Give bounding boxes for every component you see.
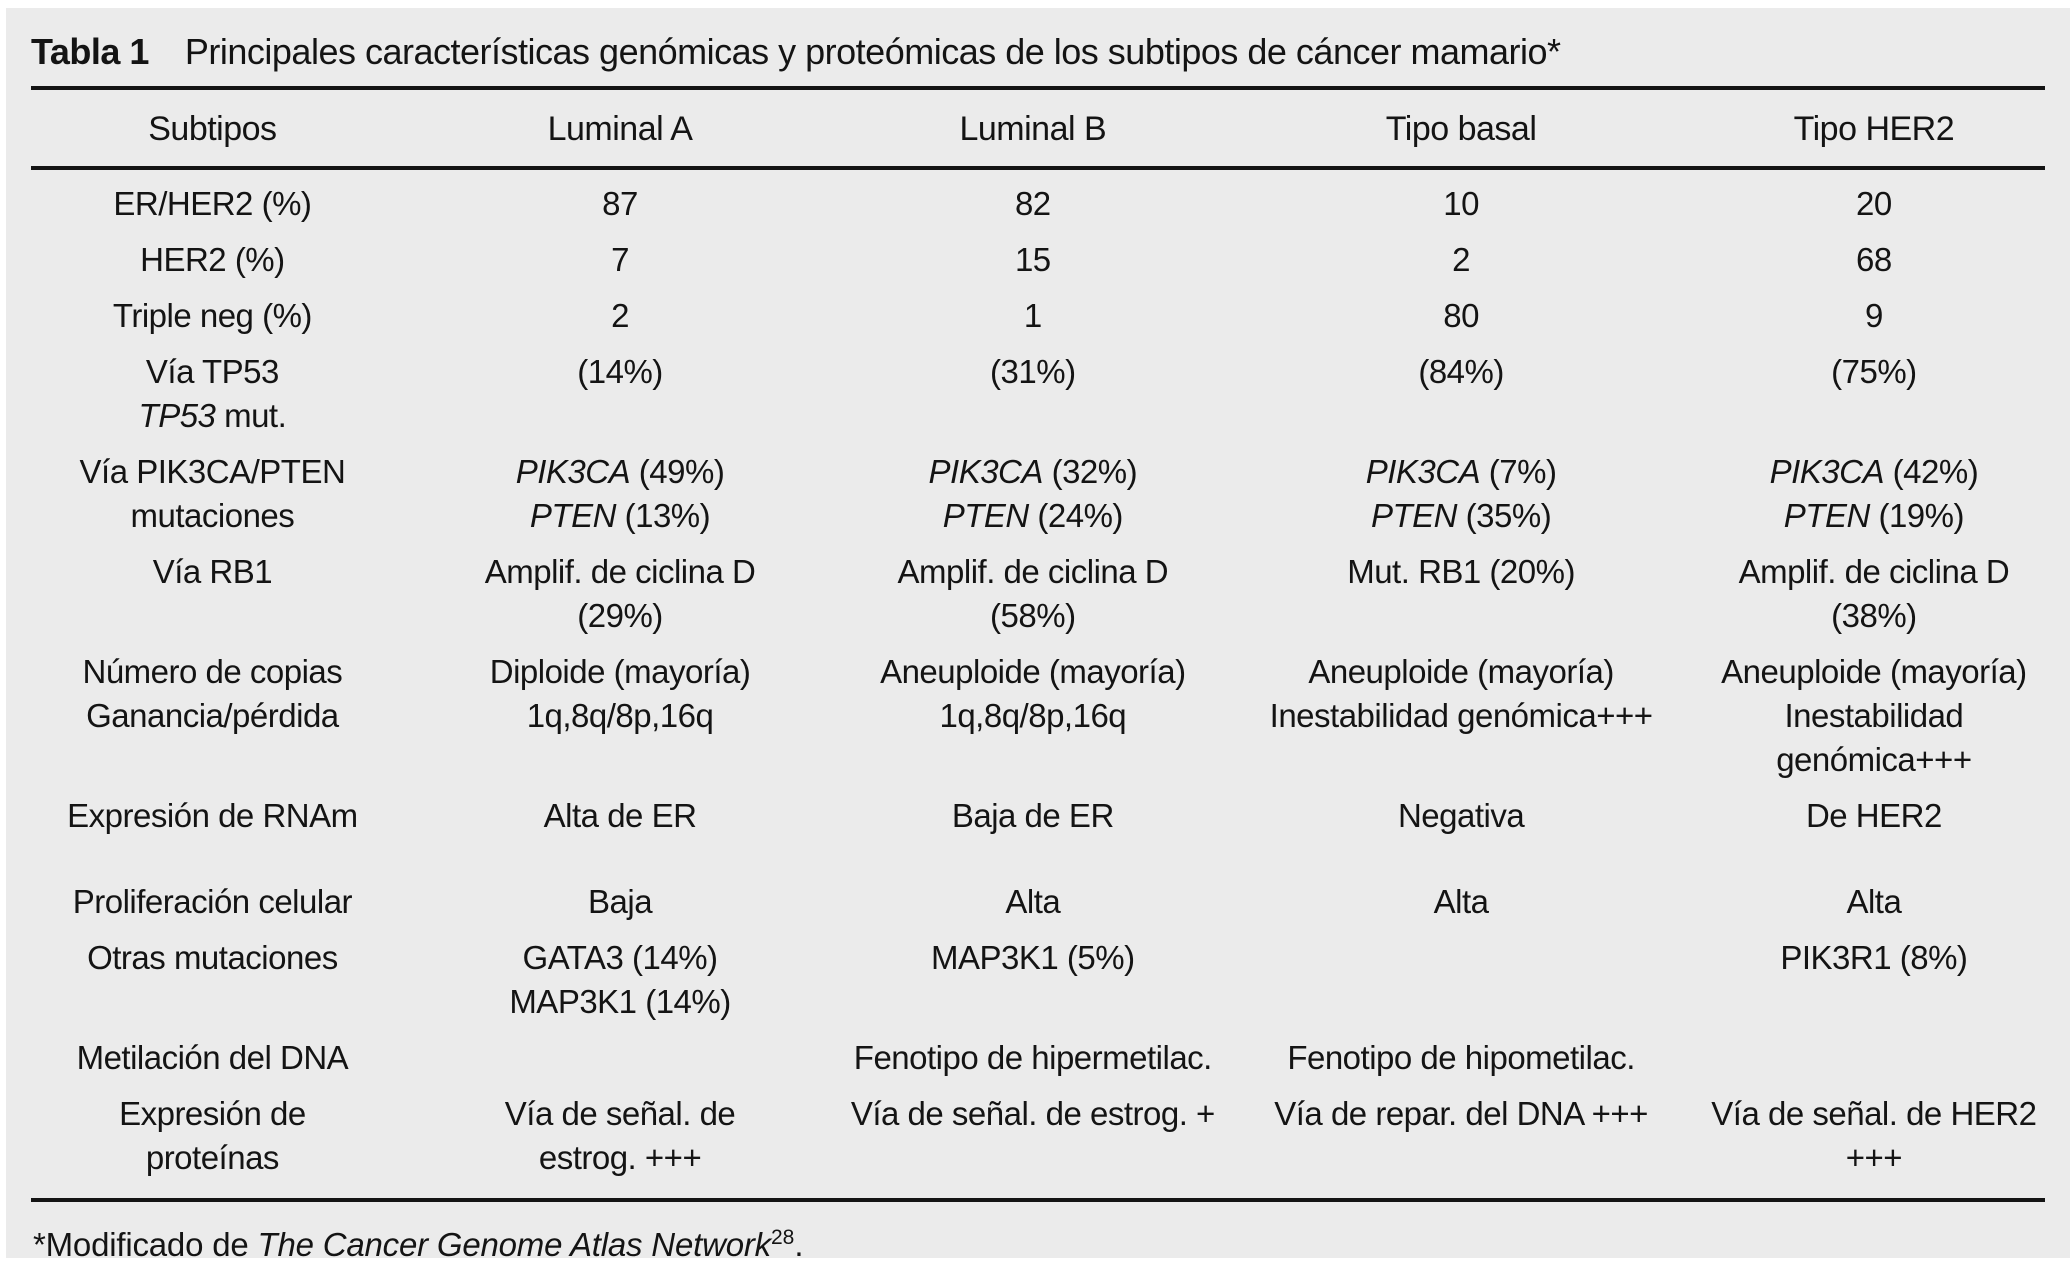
cell-line: Amplif. de ciclina D bbox=[484, 553, 756, 590]
row-label bbox=[6, 880, 419, 924]
cell-line: (84%) bbox=[1418, 353, 1504, 390]
table-cell bbox=[1244, 450, 1677, 538]
cell-line: PTEN (13%) bbox=[529, 497, 711, 534]
row-label bbox=[6, 350, 419, 438]
table-cell bbox=[821, 650, 1244, 782]
rule-below-header bbox=[31, 166, 2045, 170]
table-row bbox=[6, 550, 2070, 638]
table-cell bbox=[1678, 550, 2070, 638]
table-cell bbox=[1244, 1036, 1677, 1080]
table-cell bbox=[1244, 350, 1677, 438]
table-cell bbox=[419, 450, 821, 538]
cell-line: (58%) bbox=[990, 597, 1076, 634]
cell-line: PTEN (19%) bbox=[1783, 497, 1964, 534]
table-cell bbox=[419, 794, 821, 838]
row-label bbox=[6, 294, 419, 338]
table-cell bbox=[821, 450, 1244, 538]
row-label bbox=[6, 550, 419, 638]
table-row bbox=[6, 936, 2070, 1024]
cell-line: PIK3CA (32%) bbox=[928, 453, 1138, 490]
cell-line: HER2 (%) bbox=[140, 241, 285, 278]
cell-line: Aneuploide (mayoría) bbox=[1721, 653, 2027, 690]
table-row bbox=[6, 880, 2070, 924]
table-cell bbox=[419, 936, 821, 1024]
column-header-luminal-a: Luminal A bbox=[547, 110, 693, 148]
cell-line: (14%) bbox=[577, 353, 663, 390]
cell-line: (31%) bbox=[990, 353, 1076, 390]
table-cell bbox=[1244, 238, 1677, 282]
cell-line: 82 bbox=[1014, 185, 1051, 222]
cell-line: Alta bbox=[1005, 883, 1061, 920]
table-cell bbox=[1244, 182, 1677, 226]
table-cell bbox=[821, 880, 1244, 924]
cell-line: MAP3K1 (14%) bbox=[509, 983, 731, 1020]
table-cell bbox=[1244, 1092, 1677, 1180]
column-header-luminal-b: Luminal B bbox=[959, 110, 1107, 148]
cell-line: MAP3K1 (5%) bbox=[931, 939, 1135, 976]
footnote-prefix: *Modificado de bbox=[33, 1226, 258, 1263]
table-cell bbox=[1244, 294, 1677, 338]
cell-line: 7 bbox=[611, 241, 629, 278]
table-cell bbox=[1678, 350, 2070, 438]
footnote-source: The Cancer Genome Atlas Network bbox=[257, 1226, 771, 1263]
cell-line: Vía TP53 bbox=[145, 353, 279, 390]
cell-line: 1q,8q/8p,16q bbox=[939, 697, 1127, 734]
table-cell bbox=[419, 182, 821, 226]
cell-line: Amplif. de ciclina D bbox=[897, 553, 1169, 590]
cell-line: Ganancia/pérdida bbox=[86, 697, 339, 734]
cell-line: Alta bbox=[1433, 883, 1489, 920]
table-row bbox=[6, 1092, 2070, 1180]
table-cell bbox=[821, 182, 1244, 226]
cell-line: proteínas bbox=[145, 1139, 279, 1176]
cell-line: 2 bbox=[611, 297, 629, 334]
cell-line: genómica+++ bbox=[1776, 741, 1972, 778]
row-label bbox=[6, 794, 419, 838]
table-row bbox=[6, 350, 2070, 438]
table-cell bbox=[821, 350, 1244, 438]
cell-line: Proliferación celular bbox=[72, 883, 353, 920]
cell-line: Inestabilidad bbox=[1784, 697, 1964, 734]
table-row bbox=[6, 294, 2070, 338]
table-cell bbox=[1678, 238, 2070, 282]
cell-line: Aneuploide (mayoría) bbox=[1308, 653, 1614, 690]
cell-line: 15 bbox=[1014, 241, 1051, 278]
cell-line: Baja de ER bbox=[951, 797, 1114, 834]
column-header-tipo-her2: Tipo HER2 bbox=[1793, 110, 1955, 148]
cell-line: Expresión de bbox=[119, 1095, 306, 1132]
row-label bbox=[6, 450, 419, 538]
table-row bbox=[6, 1036, 2070, 1080]
table-row bbox=[6, 182, 2070, 226]
cell-line: Metilación del DNA bbox=[76, 1039, 349, 1076]
table-panel bbox=[6, 8, 2070, 1263]
table-cell bbox=[1678, 450, 2070, 538]
table-cell bbox=[419, 294, 821, 338]
cell-line: (75%) bbox=[1831, 353, 1917, 390]
row-label bbox=[6, 650, 419, 782]
table-cell bbox=[419, 350, 821, 438]
table-cell bbox=[1678, 182, 2070, 226]
cell-line: Vía de señal. de estrog. + bbox=[850, 1095, 1215, 1132]
table-header-row bbox=[6, 90, 2070, 166]
cell-line: (29%) bbox=[577, 597, 663, 634]
table-cell bbox=[1244, 936, 1677, 1024]
table-row bbox=[6, 450, 2070, 538]
table-cell bbox=[1678, 294, 2070, 338]
cell-line: Fenotipo de hipometilac. bbox=[1287, 1039, 1635, 1076]
cell-line: Diploide (mayoría) bbox=[489, 653, 751, 690]
table-cell bbox=[1678, 794, 2070, 838]
cell-line: Vía de señal. de bbox=[504, 1095, 736, 1132]
cell-line: Vía RB1 bbox=[152, 553, 273, 590]
cell-line: 9 bbox=[1864, 297, 1883, 334]
table-cell bbox=[1678, 1036, 2070, 1080]
cell-line: Número de copias bbox=[82, 653, 343, 690]
table-row bbox=[6, 650, 2070, 782]
table-caption: Principales características genómicas y proteómicas de los subtipos de cáncer mamario* bbox=[184, 31, 1561, 72]
cell-line: PTEN (35%) bbox=[1370, 497, 1552, 534]
column-header-tipo-basal: Tipo basal bbox=[1385, 110, 1537, 148]
table-title bbox=[6, 8, 2070, 74]
cell-line: mutaciones bbox=[130, 497, 295, 534]
footnote-reference: 28 bbox=[770, 1226, 795, 1249]
table-cell bbox=[821, 1092, 1244, 1180]
table-cell bbox=[821, 294, 1244, 338]
cell-line: Fenotipo de hipermetilac. bbox=[853, 1039, 1212, 1076]
cell-line: Amplif. de ciclina D bbox=[1738, 553, 2010, 590]
table-cell bbox=[1244, 880, 1677, 924]
cell-line: (38%) bbox=[1831, 597, 1917, 634]
table-cell bbox=[821, 238, 1244, 282]
table-cell bbox=[1678, 936, 2070, 1024]
table-cell bbox=[419, 880, 821, 924]
cell-line: Vía PIK3CA/PTEN bbox=[79, 453, 346, 490]
row-label bbox=[6, 182, 419, 226]
cell-line: Baja bbox=[588, 883, 653, 920]
cell-line: estrog. +++ bbox=[538, 1139, 702, 1176]
cell-line: PIK3CA (7%) bbox=[1365, 453, 1557, 490]
column-header-subtipos: Subtipos bbox=[148, 110, 277, 148]
cell-line: Alta de ER bbox=[543, 797, 697, 834]
footnote-suffix: . bbox=[794, 1226, 804, 1263]
table-cell bbox=[419, 650, 821, 782]
cell-line: Aneuploide (mayoría) bbox=[880, 653, 1186, 690]
cell-line: 2 bbox=[1452, 241, 1471, 278]
cell-line: 68 bbox=[1856, 241, 1892, 278]
cell-line: Inestabilidad genómica+++ bbox=[1269, 697, 1653, 734]
table-cell bbox=[1244, 794, 1677, 838]
table-cell bbox=[1244, 550, 1677, 638]
cell-line: 80 bbox=[1443, 297, 1479, 334]
cell-line: Triple neg (%) bbox=[112, 297, 312, 334]
cell-line: Vía de señal. de HER2 bbox=[1711, 1095, 2037, 1132]
cell-line: 1 bbox=[1023, 297, 1042, 334]
table-row bbox=[6, 238, 2070, 282]
cell-line: Negativa bbox=[1397, 797, 1525, 834]
table-body bbox=[6, 182, 2070, 1180]
table-row bbox=[6, 794, 2070, 838]
table-cell bbox=[1244, 650, 1677, 782]
cell-line: PIK3CA (42%) bbox=[1769, 453, 1979, 490]
table-cell bbox=[419, 1092, 821, 1180]
table-cell bbox=[1678, 650, 2070, 782]
cell-line: PIK3CA (49%) bbox=[515, 453, 725, 490]
cell-line: Otras mutaciones bbox=[87, 939, 338, 976]
table-cell bbox=[821, 794, 1244, 838]
cell-line: 87 bbox=[602, 185, 638, 222]
table-number: Tabla 1 bbox=[31, 31, 149, 72]
cell-line: GATA3 (14%) bbox=[522, 939, 718, 976]
table-cell bbox=[1678, 1092, 2070, 1180]
footnote bbox=[6, 1202, 2070, 1265]
cell-line: Alta bbox=[1846, 883, 1902, 920]
cell-line: ER/HER2 (%) bbox=[113, 185, 312, 222]
cell-line: PIK3R1 (8%) bbox=[1780, 939, 1968, 976]
cell-line: 1q,8q/8p,16q bbox=[526, 697, 714, 734]
table-cell bbox=[821, 1036, 1244, 1080]
cell-line: 20 bbox=[1856, 185, 1892, 222]
table-cell bbox=[419, 1036, 821, 1080]
table-cell bbox=[419, 238, 821, 282]
table-cell bbox=[821, 550, 1244, 638]
table-cell bbox=[821, 936, 1244, 1024]
cell-line: De HER2 bbox=[1805, 797, 1942, 834]
cell-line: Vía de repar. del DNA +++ bbox=[1274, 1095, 1648, 1132]
cell-line: PTEN (24%) bbox=[942, 497, 1123, 534]
row-label bbox=[6, 1092, 419, 1180]
cell-line: Mut. RB1 (20%) bbox=[1347, 553, 1575, 590]
table-cell bbox=[1678, 880, 2070, 924]
row-label bbox=[6, 238, 419, 282]
row-label bbox=[6, 1036, 419, 1080]
cell-line: 10 bbox=[1443, 185, 1479, 222]
cell-line: TP53 mut. bbox=[138, 397, 287, 434]
row-label bbox=[6, 936, 419, 1024]
table-cell bbox=[419, 550, 821, 638]
cell-line: +++ bbox=[1845, 1139, 1903, 1176]
cell-line: Expresión de RNAm bbox=[67, 797, 358, 834]
